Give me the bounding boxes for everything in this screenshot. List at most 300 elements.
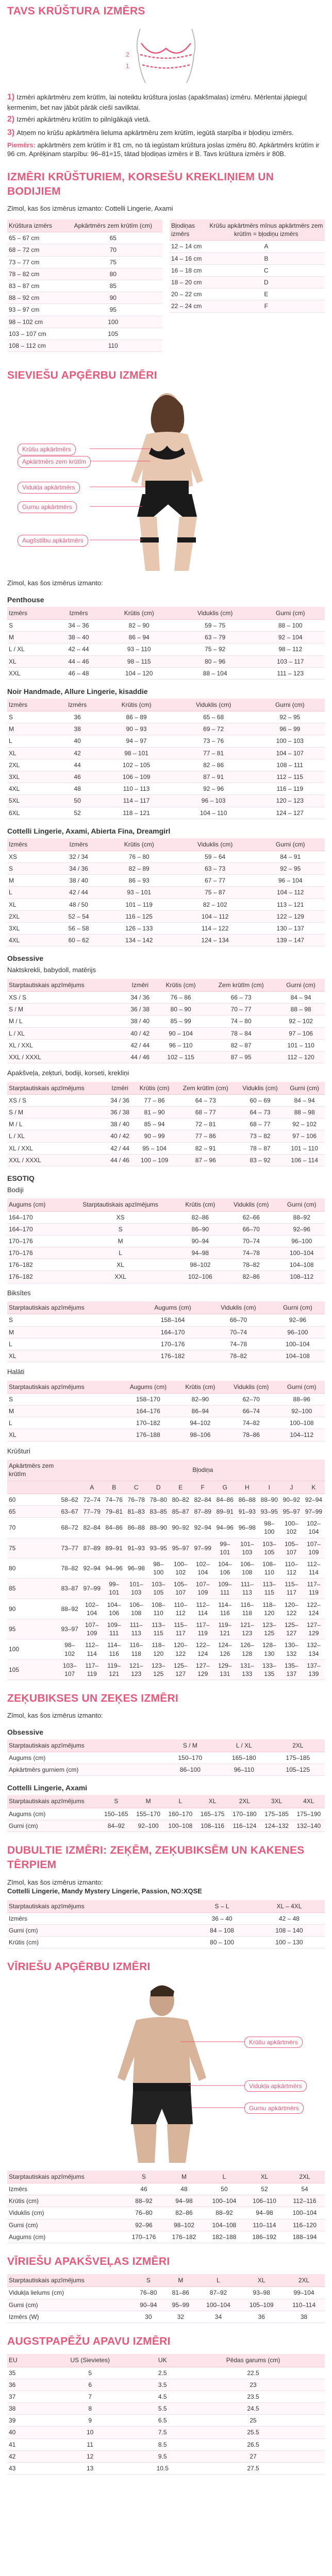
column-header: Starptautiskais apzīmējums	[7, 1739, 163, 1752]
table-cell: Izmērs (W)	[7, 2311, 132, 2323]
table-row	[7, 2287, 325, 2299]
table-cell: 60 – 69	[236, 1094, 285, 1106]
callout-men-chest: Krūšu apkārtmērs	[244, 2037, 303, 2048]
table-row	[7, 280, 162, 292]
penthouse-title: Penthouse	[7, 595, 44, 604]
bust-tables	[7, 217, 325, 357]
table-row	[7, 2438, 325, 2450]
table-cell: 116–118	[236, 1599, 258, 1619]
table-cell: 100–104	[278, 1247, 325, 1259]
table-cell: 122–124	[303, 1599, 325, 1619]
table-cell: 98–102	[177, 1259, 224, 1271]
table-cell: 36 / 38	[106, 1106, 134, 1118]
table-cell: 16 – 18 cm	[170, 264, 208, 276]
table-cell: 65	[64, 232, 162, 244]
table-row	[170, 300, 325, 312]
table-cell: 124 – 134	[174, 935, 256, 946]
table-cell: 10	[37, 2427, 144, 2438]
table-cell: 118–120	[258, 1599, 280, 1619]
column-header: S	[132, 2274, 165, 2287]
table-cell: 32 / 34	[53, 851, 104, 862]
column-header: US (Sievietes)	[37, 2354, 144, 2367]
table-cell: 122 – 129	[256, 910, 325, 922]
column-header: M	[132, 1795, 164, 1808]
table-row	[7, 2379, 325, 2391]
table-cell: XS	[7, 851, 53, 862]
table-cell: 96 – 110	[156, 1039, 205, 1051]
table-cell: 34 – 36	[53, 620, 104, 632]
table-cell: 92–96	[124, 2219, 164, 2231]
table-cell: 100–104	[285, 2207, 325, 2219]
table-cell: S	[7, 1314, 139, 1326]
table-cell: 66–70	[206, 1314, 271, 1326]
table-cell: 90–92	[170, 1518, 192, 1538]
table-cell: 52	[54, 807, 101, 819]
table-cell: 114–116	[214, 1599, 236, 1619]
table-row	[7, 1429, 325, 1441]
table-cell: 97 – 106	[277, 1027, 325, 1039]
table-cell: 135–137	[280, 1659, 303, 1680]
table-cell: 98–100	[258, 1518, 280, 1538]
table-cell: 35	[7, 2367, 37, 2379]
table-cell: 104 – 112	[174, 910, 256, 922]
table-cell: 113–115	[258, 1579, 280, 1599]
table-row	[7, 1039, 325, 1051]
table-cell: 3.5	[143, 2379, 181, 2391]
table-cell: 84 – 94	[284, 1094, 325, 1106]
table-cell: 121–123	[125, 1659, 147, 1680]
column-header: Starptautiskais apzīmējums	[64, 1198, 176, 1211]
table-cell: 150–170	[163, 1752, 217, 1764]
table-cell: 108–116	[196, 1820, 228, 1832]
table-cell: 176–182	[139, 1350, 206, 1362]
table-cell: 91–93	[236, 1505, 258, 1517]
table-cell: 83 – 87 cm	[7, 280, 64, 292]
obsessive-table-1	[7, 979, 325, 1063]
table-cell: 102–104	[192, 1558, 214, 1578]
table-cell: 123–125	[258, 1619, 280, 1639]
table-cell: 98 – 101	[101, 747, 172, 759]
table-cell: 78–80	[147, 1494, 170, 1505]
table-row	[170, 264, 325, 276]
table-row	[7, 1223, 325, 1235]
table-cell: 40	[54, 735, 101, 747]
table-cell: 14 – 16 cm	[170, 252, 208, 264]
table-row	[7, 771, 325, 783]
table-cell: L / XL	[7, 1027, 124, 1039]
table-cell: 76–80	[124, 2207, 164, 2219]
table-cell: 67 – 77	[174, 875, 256, 887]
table-cell: 124–126	[214, 1639, 236, 1659]
table-cell: 90–94	[132, 2299, 165, 2311]
table-cell: 87–92	[197, 2287, 240, 2299]
table-row	[7, 268, 162, 280]
table-cell: 81–83	[125, 1505, 147, 1517]
column-header: 2XL	[283, 2274, 325, 2287]
table-cell: 100 – 109	[134, 1154, 175, 1166]
column-header: Starptautiskais apzīmējums	[7, 1381, 120, 1394]
table-cell: 110–112	[280, 1558, 303, 1578]
table-cell: 95 – 104	[134, 1142, 175, 1154]
table-cell: 108–112	[278, 1271, 325, 1283]
table-cell: Krūtis (cm)	[7, 2195, 124, 2207]
table-cell: 84–92	[100, 1820, 132, 1832]
table-cell: 103 – 107 cm	[7, 328, 64, 340]
table-cell: S	[7, 863, 53, 875]
table-cell: 2XL	[7, 910, 53, 922]
table-cell: 170–176	[139, 1338, 206, 1350]
table-cell: 88 – 100	[256, 620, 325, 632]
table-cell: 158–170	[120, 1393, 176, 1405]
table-cell: 112–114	[81, 1639, 103, 1659]
table-row	[7, 1259, 325, 1271]
table-cell: L	[64, 1247, 176, 1259]
obsessive-note: Naktskrekli, babydoll, matērijs	[7, 966, 96, 974]
table-cell: 132–134	[303, 1639, 325, 1659]
table-cell: 77 – 86	[134, 1094, 175, 1106]
column-header: Gurni (cm)	[278, 1198, 325, 1211]
table-cell: 84 – 91	[256, 851, 325, 862]
table-cell: 32	[164, 2311, 197, 2323]
table-cell: 68 – 72 cm	[7, 244, 64, 256]
table-cell: 60 – 62	[53, 935, 104, 946]
table-cell: 94–102	[177, 1417, 224, 1429]
mens-top-table	[7, 2171, 325, 2243]
table-cell: 84 – 94	[277, 991, 325, 1003]
table-cell: 117–119	[81, 1659, 103, 1680]
table-cell: 74–82	[224, 1417, 278, 1429]
table-cell: XL	[64, 1259, 176, 1271]
table-cell: 104–106	[214, 1558, 236, 1578]
column-header	[59, 1481, 81, 1494]
table-cell: 36	[7, 2379, 37, 2391]
table-cell: 115–117	[170, 1619, 192, 1639]
table-cell: 82–86	[177, 1211, 224, 1223]
table-cell: 116–118	[125, 1639, 147, 1659]
column-header: Zem krūtīm (cm)	[175, 1082, 236, 1095]
cup-header: H	[236, 1481, 258, 1494]
table-cell: 94–96	[103, 1558, 125, 1578]
column-header: XL	[244, 2171, 285, 2183]
table-cell: L / XL	[7, 1130, 106, 1142]
table-cell: 103–105	[147, 1579, 170, 1599]
table-cell: 100–108	[278, 1417, 325, 1429]
table-cell: 90 – 99	[134, 1130, 175, 1142]
table-cell: 96–100	[271, 1326, 325, 1338]
table-cell: 65 – 67 cm	[7, 232, 64, 244]
table-cell: 109–111	[103, 1619, 125, 1639]
table-cell: 96 – 99	[255, 723, 325, 735]
table-cell: 104 – 112	[256, 887, 325, 899]
svg-text:2: 2	[126, 51, 129, 59]
table-cell: 126–128	[236, 1639, 258, 1659]
svg-text:1: 1	[126, 62, 129, 70]
table-cell: S / M	[7, 1004, 124, 1015]
column-header: Starptautiskais apzīmējums	[7, 979, 124, 992]
table-cell: 102 – 105	[101, 759, 172, 771]
table-cell: 18 – 20 cm	[170, 276, 208, 288]
table-cell: 82–84	[192, 1494, 214, 1505]
cup-header: G	[214, 1481, 236, 1494]
table-cell: 112 – 120	[277, 1051, 325, 1063]
table-cell: 3XL	[7, 922, 53, 934]
table-cell: 87 – 91	[172, 771, 255, 783]
table-cell: 94–98	[177, 1247, 224, 1259]
table-cell: 110 – 113	[101, 783, 172, 795]
column-header: Izmēri	[106, 1082, 134, 1095]
table-row	[170, 289, 325, 300]
table-cell: 70	[64, 244, 162, 256]
cup-header: F	[192, 1481, 214, 1494]
table-cell: 119–121	[214, 1619, 236, 1639]
table-row	[7, 1505, 325, 1517]
table-cell: 104 – 110	[172, 807, 255, 819]
table-cell: 95	[7, 1619, 59, 1639]
column-header: Izmērs	[53, 607, 104, 620]
table-cell: 170–180	[228, 1808, 260, 1820]
table-cell: 74–78	[224, 1247, 278, 1259]
table-cell: 100–102	[280, 1518, 303, 1538]
table-cell: 42 – 48	[254, 1912, 325, 1924]
table-cell: 100 – 103	[255, 735, 325, 747]
table-cell: 60	[7, 1494, 59, 1505]
table-cell: 99–104	[283, 2287, 325, 2299]
table-cell: Gurni (cm)	[7, 2299, 132, 2311]
table-cell: 22 – 24 cm	[170, 300, 208, 312]
table-cell: 131–133	[236, 1659, 258, 1680]
table-cell: 150–165	[100, 1808, 132, 1820]
column-header: Izmērs	[54, 699, 101, 711]
table-cell: L	[7, 1417, 120, 1429]
table-cell: 82 – 91	[175, 1142, 236, 1154]
table-cell: XS / S	[7, 1094, 106, 1106]
table-cell: 164–170	[7, 1223, 64, 1235]
table-cell: 80 – 100	[190, 1937, 254, 1948]
table-row	[7, 1015, 325, 1027]
table-cell: 88–92	[204, 2207, 244, 2219]
table-cell: 74–78	[206, 1338, 271, 1350]
table-cell: 93–95	[258, 1505, 280, 1517]
table-cell: 73 – 82	[236, 1130, 285, 1142]
table-cell: 46 – 48	[53, 667, 104, 679]
table-row	[7, 232, 162, 244]
table-cell: 176–182	[7, 1259, 64, 1271]
table-cell: 101 – 119	[104, 899, 174, 910]
table-cell: 82–86	[164, 2207, 204, 2219]
callout-men-hips: Gurnu apkārtmērs	[244, 2103, 304, 2114]
table-cell: 114 – 117	[101, 795, 172, 807]
table-cell: 139 – 147	[256, 935, 325, 946]
mens-model-figure	[7, 1980, 323, 2165]
table-cell: 94–96	[214, 1518, 236, 1538]
column-header: Viduklis (cm)	[224, 1198, 278, 1211]
table-cell: S	[7, 1393, 120, 1405]
table-cell: 93–97	[59, 1619, 81, 1639]
table-cell: 108–110	[147, 1599, 170, 1619]
table-cell: 120–122	[280, 1599, 303, 1619]
table-cell: XL / XXL	[7, 1142, 106, 1154]
table-row	[7, 1247, 325, 1259]
table-cell: 44	[54, 759, 101, 771]
table-cell: 102–104	[303, 1518, 325, 1538]
table-cell: Viduklis (cm)	[7, 2207, 124, 2219]
column-header: Starptautiskais apzīmējums	[7, 1301, 139, 1314]
table-row	[7, 1599, 325, 1619]
table-cell: 92 – 95	[255, 711, 325, 723]
table-cell: 30	[132, 2311, 165, 2323]
table-cell: L / XL	[7, 643, 53, 655]
intro-step-3: 3) Atņem no krūšu apkārtmēra lieluma apkārtmēru zem krūtīm, iegūtā starpība ir bļodiņu izmērs.	[7, 128, 294, 138]
table-cell: 101 – 110	[284, 1142, 325, 1154]
table-cell: 82 – 86	[172, 759, 255, 771]
table-cell: 108 – 111	[255, 759, 325, 771]
column-header: S – L	[190, 1900, 254, 1913]
table-cell: 34 / 36	[106, 1094, 134, 1106]
table-cell: 100–104	[197, 2299, 240, 2311]
table-cell: 90	[64, 292, 162, 304]
table-cell: 97 – 106	[284, 1130, 325, 1142]
table-cell: 112–114	[192, 1599, 214, 1619]
table-row	[7, 1518, 325, 1538]
table-cell: 121–123	[236, 1619, 258, 1639]
table-cell: XXL / XXXL	[7, 1051, 124, 1063]
table-cell: 110–114	[283, 2299, 325, 2311]
table-cell: 175–190	[293, 1808, 325, 1820]
table-cell: 104–108	[204, 2219, 244, 2231]
table-cell: 98–102	[59, 1639, 81, 1659]
table-cell: 76–78	[125, 1494, 147, 1505]
table-row	[7, 1142, 325, 1154]
column-header: Viduklis (cm)	[174, 607, 256, 620]
column-header: Izmērs	[7, 607, 53, 620]
table-cell: M	[7, 1405, 120, 1417]
table-cell: 176–182	[7, 1271, 64, 1283]
table-cell: 117–119	[192, 1619, 214, 1639]
table-row	[7, 328, 162, 340]
table-row	[7, 2427, 325, 2438]
double-title: DUBULTIE IZMĒRI: ZEĶĒM, ZEĶUBIKSĒM UN KAKENES TĒRPIEM	[7, 1844, 305, 1871]
table-row	[7, 2195, 325, 2207]
table-cell: 63 – 73	[174, 863, 256, 875]
esotiq-robes-table	[7, 1381, 325, 1442]
table-cell: 100	[64, 316, 162, 328]
cup-header: D	[147, 1481, 170, 1494]
table-cell: 34 / 36	[124, 991, 156, 1003]
table-cell: 76 – 86	[156, 991, 205, 1003]
table-cell: 88 – 92 cm	[7, 292, 64, 304]
size-guide-page	[0, 4, 332, 2495]
table-cell: 83–85	[147, 1505, 170, 1517]
table-row	[7, 1235, 325, 1247]
table-cell: 12 – 14 cm	[170, 241, 208, 252]
table-cell: 4XL	[7, 783, 54, 795]
column-header: Starptautiskais apzīmējums	[7, 1900, 190, 1913]
table-row	[7, 1130, 325, 1142]
column-header: S	[100, 1795, 132, 1808]
table-cell: 104–108	[278, 1259, 325, 1271]
table-cell: 69 – 72	[172, 723, 255, 735]
table-cell: 96–98	[236, 1518, 258, 1538]
table-cell: 87–89	[81, 1538, 103, 1558]
table-cell: 80	[7, 1558, 59, 1578]
table-row	[7, 1314, 325, 1326]
torso-outline-icon	[120, 24, 212, 86]
table-row	[7, 256, 162, 268]
table-row	[7, 1338, 325, 1350]
table-cell: 188–194	[285, 2231, 325, 2243]
table-cell: 164–170	[7, 1211, 64, 1223]
table-cell: XXL / XXXL	[7, 1154, 106, 1166]
table-row	[7, 807, 325, 819]
table-cell: 34 / 36	[53, 863, 104, 875]
table-row	[7, 2403, 325, 2415]
column-header: Krūtis (cm)	[101, 699, 172, 711]
table-cell: 98–106	[177, 1429, 224, 1441]
table-cell: S	[64, 1223, 176, 1235]
table-cell: 70 – 77	[205, 1004, 277, 1015]
table-cell: 9	[37, 2415, 144, 2427]
table-cell: 92 – 102	[284, 1118, 325, 1130]
table-row	[7, 2207, 325, 2219]
table-cell: 104 – 120	[104, 667, 174, 679]
table-cell: 104–106	[103, 1599, 125, 1619]
table-cell: 93 – 97 cm	[7, 304, 64, 316]
bras-table	[7, 1460, 325, 1680]
column-header: Zem krūtīm (cm)	[205, 979, 277, 992]
table-cell: 2XL	[7, 759, 54, 771]
table-cell: 155–170	[132, 1808, 164, 1820]
table-cell: S / M	[7, 1106, 106, 1118]
cottelli-title: Cottelli Lingerie, Axami, Abierta Fina, Dreamgirl	[7, 826, 171, 835]
table-cell: XL	[7, 655, 53, 667]
table-cell: 36 – 40	[190, 1912, 254, 1924]
table-cell: 92–96	[278, 1223, 325, 1235]
column-header: Gurni (cm)	[277, 979, 325, 992]
table-cell: 7.5	[143, 2427, 181, 2438]
table-cell: 97–99	[81, 1579, 103, 1599]
table-cell: 165–175	[196, 1808, 228, 1820]
shoes-table	[7, 2354, 325, 2475]
table-row	[170, 276, 325, 288]
column-header	[7, 1481, 59, 1494]
column-header: L	[197, 2274, 240, 2287]
table-row	[7, 910, 325, 922]
table-cell: 75	[7, 1538, 59, 1558]
table-cell: 86 – 89	[101, 711, 172, 723]
table-cell: 100–102	[170, 1558, 192, 1578]
table-cell: 95	[64, 304, 162, 316]
table-cell: 100 – 130	[254, 1937, 325, 1948]
cottelli-table	[7, 838, 325, 947]
table-cell: 88–90	[147, 1518, 170, 1538]
table-cell: 112–114	[303, 1558, 325, 1578]
table-cell: 80	[64, 268, 162, 280]
column-header: Izmērs	[7, 699, 54, 711]
table-cell: 80–82	[170, 1494, 192, 1505]
table-cell: S	[7, 711, 54, 723]
table-cell: 88–92	[278, 1211, 325, 1223]
table-cell: 92–100	[132, 1820, 164, 1832]
double-table	[7, 1900, 325, 1949]
table-cell: 110	[64, 340, 162, 351]
table-cell: 86–100	[163, 1764, 217, 1776]
table-cell: 132–140	[293, 1820, 325, 1832]
table-cell: XL	[7, 1350, 139, 1362]
table-cell: 116 – 119	[255, 783, 325, 795]
male-model-icon	[7, 1980, 323, 2165]
table-cell: 101 – 110	[277, 1039, 325, 1051]
callout-thigh: Augšstilbu apkārtmērs	[18, 535, 88, 546]
